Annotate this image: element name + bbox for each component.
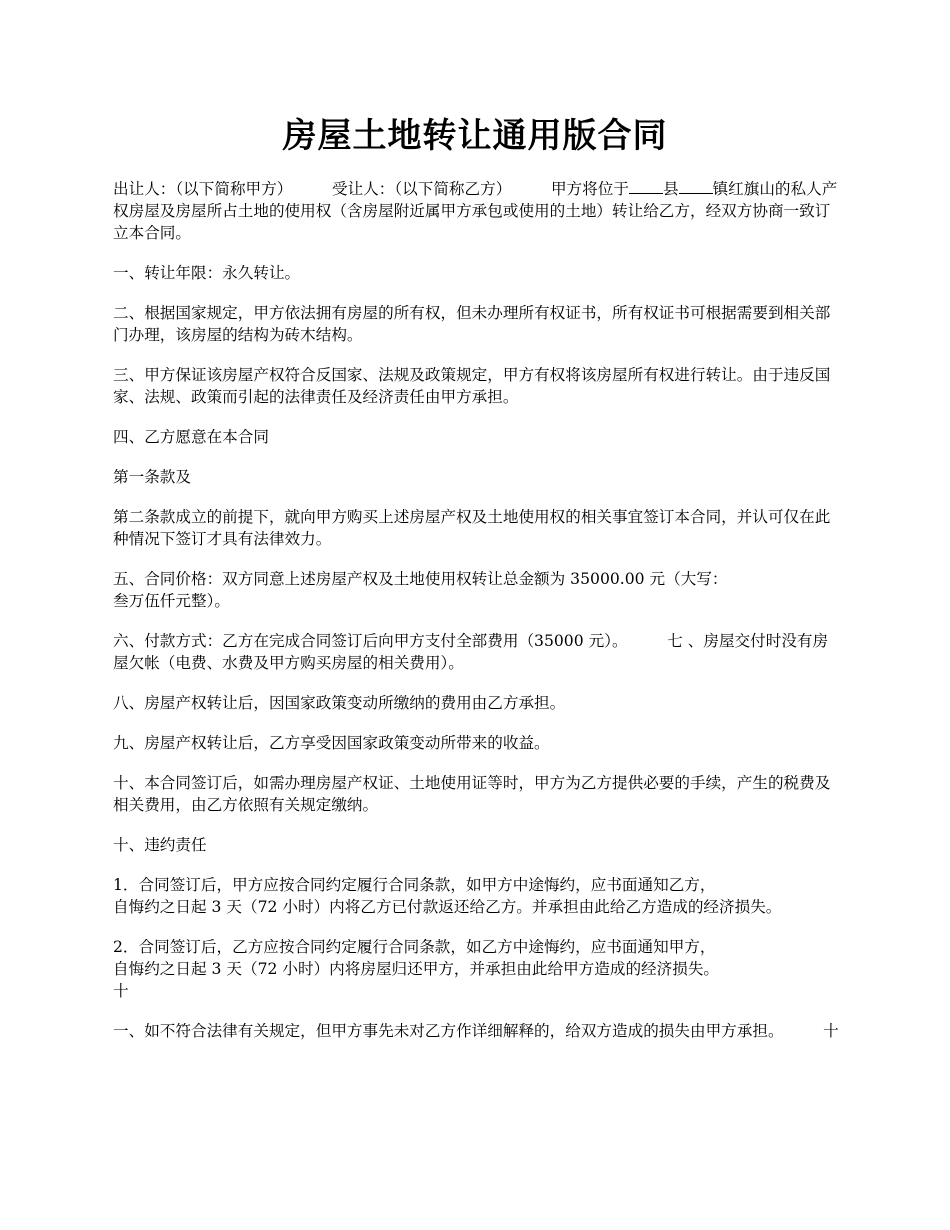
clause-legal-compliance: 一、如不符合法律有关规定，但甲方事先未对乙方作详细解释的，给双方造成的损失由甲方承担。 十 bbox=[113, 1022, 839, 1040]
clause-ownership: 二、根据国家规定，甲方依法拥有房屋的所有权，但未办理所有权证书，所有权证书可根据需要到相关部门办理，该房屋的结构为砖木结构。 bbox=[113, 304, 831, 344]
intro-text-1: 出让人：（以下简称甲方） 受让人：（以下简称乙方） 甲方将位于 bbox=[113, 180, 629, 198]
clause-payment: 六、付款方式：乙方在完成合同签订后向甲方支付全部费用（35000 元）。 七 、房屋交付时没有房屋欠帐（电费、水费及甲方购买房屋的相关费用）。 bbox=[113, 632, 829, 672]
clause-willingness: 四、乙方愿意在本合同 bbox=[113, 428, 269, 446]
clause-first-term: 第一条款及 bbox=[113, 468, 191, 486]
clause-breach-heading: 十、违约责任 bbox=[113, 836, 207, 854]
intro-text-2: 县 bbox=[662, 180, 679, 198]
clause-policy-benefits: 九、房屋产权转让后，乙方享受因国家政策变动所带来的收益。 bbox=[113, 734, 550, 752]
county-blank bbox=[629, 179, 663, 194]
clause-price: 五、合同价格：双方同意上述房屋产权及土地使用权转让总金额为 35000.00 元（大写： 叁万伍仟元整）。 bbox=[113, 570, 728, 610]
clause-guarantee: 三、甲方保证该房屋产权符合反国家、法规及政策规定，甲方有权将该房屋所有权进行转让。由于违反国家、法规、政策而引起的法律责任及经济责任由甲方承担。 bbox=[113, 366, 831, 406]
document-title: 房屋土地转让通用版合同 bbox=[282, 116, 668, 156]
town-blank bbox=[679, 179, 713, 194]
document-body bbox=[113, 178, 843, 1060]
clause-transfer-term: 一、转让年限：永久转让。 bbox=[113, 264, 301, 282]
clause-breach-party-a: 1．合同签订后，甲方应按合同约定履行合同条款，如甲方中途悔约，应书面通知乙方， 自悔约之日起 3 天（72 小时）内将乙方已付款返还给乙方。并承担由此给乙方造成的经济损失。 bbox=[113, 876, 782, 916]
clause-policy-fees: 八、房屋产权转让后，因国家政策变动所缴纳的费用由乙方承担。 bbox=[113, 694, 566, 712]
clause-certificates: 十、本合同签订后，如需办理房屋产权证、土地使用证等时，甲方为乙方提供必要的手续，产生的税费及相关费用，由乙方依照有关规定缴纳。 bbox=[113, 774, 831, 814]
clause-breach-party-b: 2．合同签订后，乙方应按合同约定履行合同条款，如乙方中途悔约，应书面通知甲方， 自悔约之日起 3 天（72 小时）内将房屋归还甲方，并承担由此给甲方造成的经济损失。 十 bbox=[113, 938, 720, 1000]
intro-text-3: 镇红旗山的私人产权房屋及房屋所占土地的使用权（含房屋附近属甲方承包或使用的土地）转让给乙方，经双方协商一致订立本合同。 bbox=[113, 180, 838, 242]
clause-second-term: 第二条款成立的前提下，就向甲方购买上述房屋产权及土地使用权的相关事宜签订本合同，并认可仅在此种情况下签订才具有法律效力。 bbox=[113, 508, 831, 548]
intro-paragraph bbox=[113, 178, 843, 244]
